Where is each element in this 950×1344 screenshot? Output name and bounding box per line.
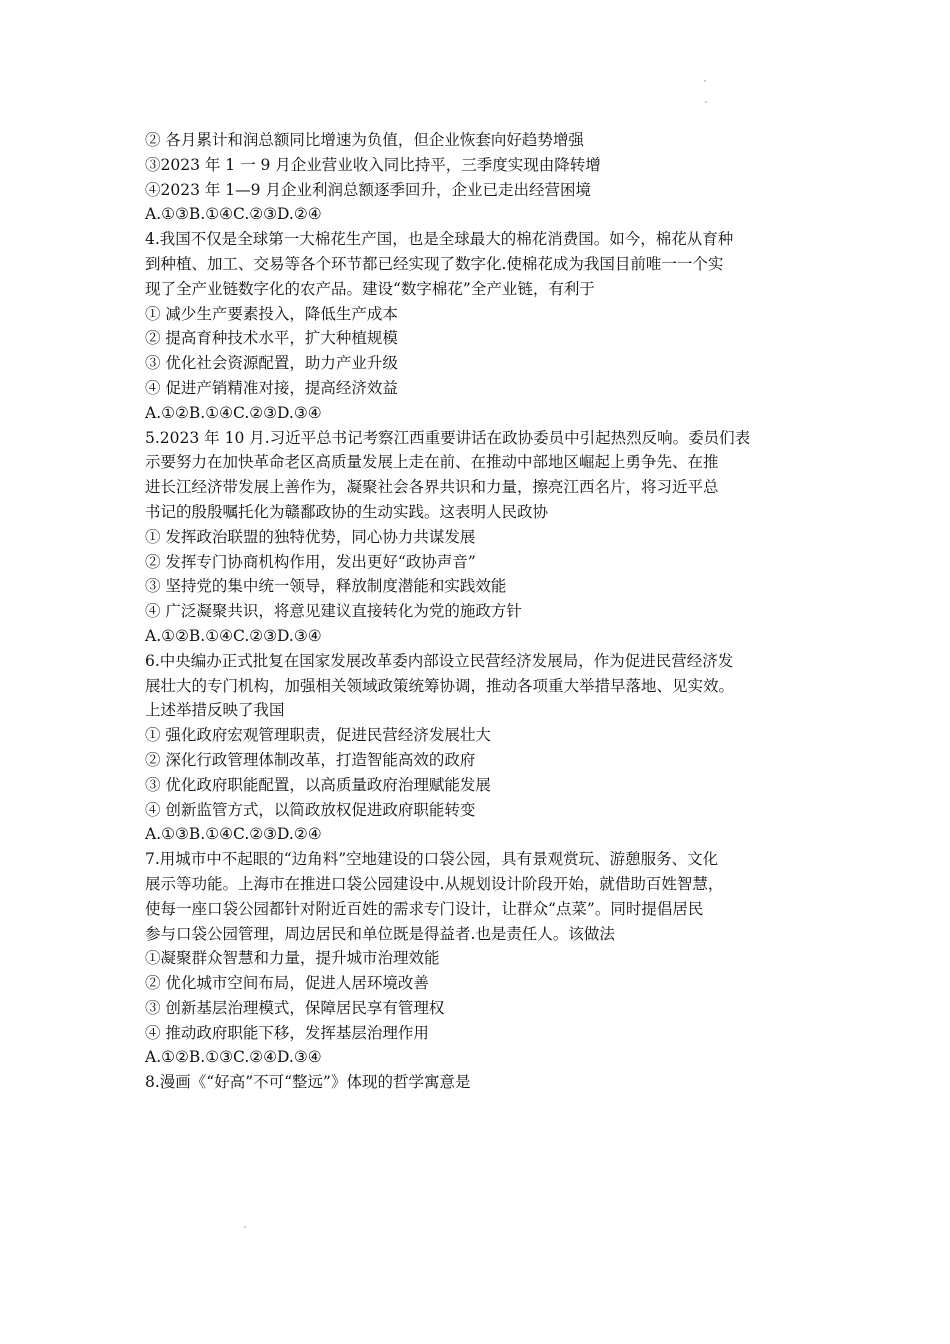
option-line: ③ 优化政府职能配置，以高质量政府治理赋能发展: [145, 775, 491, 794]
answer-choices: A.①③B.①④C.②③D.②④: [145, 825, 322, 844]
answer-choices: A.①②B.①④C.②③D.③④: [145, 403, 322, 422]
question-5: [145, 426, 825, 649]
question-stem-line: 上述举措反映了我国: [145, 701, 285, 720]
question-stem-line: 书记的殷殷嘱托化为赣鄱政协的生动实践。这表明人民政协: [145, 502, 549, 521]
question-3-continuation: [145, 128, 825, 227]
question-stem-line: 参与口袋公园管理，周边居民和单位既是得益者.也是责任人。该做法: [145, 924, 615, 943]
question-stem-line: 展壮大的专门机构，加强相关领域政策统筹协调，推动各项重大举措早落地、见实效。: [145, 676, 735, 695]
scan-speck: [244, 1226, 246, 1228]
question-stem-line: 现了全产业链数字化的农产品。建设“数字棉花”全产业链，有利于: [145, 279, 595, 298]
option-line: ④ 推动政府职能下移，发挥基层治理作用: [145, 1023, 429, 1042]
question-8: [145, 1070, 825, 1095]
question-4: [145, 227, 825, 425]
question-stem-line: 示要努力在加快革命老区高质量发展上走在前、在推动中部地区崛起上勇争先、在推: [145, 453, 719, 472]
question-stem-line: 4.我国不仅是全球第一大棉花生产国，也是全球最大的棉花消费国。如今，棉花从育种: [145, 230, 734, 249]
option-line: ④ 广泛凝聚共识，将意见建议直接转化为党的施政方针: [145, 602, 522, 621]
question-6: [145, 649, 825, 847]
option-line: ② 提高育种技术水平，扩大种植规模: [145, 329, 398, 348]
question-stem-line: 8.漫画《“好高”不可“整远”》体现的哲学寓意是: [145, 1073, 471, 1092]
question-stem-line: 7.用城市中不起眼的“边角料”空地建设的口袋公园，具有景观赏玩、游憩服务、文化: [145, 850, 719, 869]
option-line: ① 减少生产要素投入，降低生产成本: [145, 304, 398, 323]
option-line: ③ 优化社会资源配置，助力产业升级: [145, 354, 398, 373]
question-stem-line: 展示等功能。上海市在推进口袋公园建设中.从规划设计阶段开始，就借助百姓智慧，: [145, 874, 724, 893]
scan-speck: [705, 101, 707, 103]
option-line: ③ 创新基层治理模式，保障居民享有管理权: [145, 998, 445, 1017]
question-7: [145, 847, 825, 1070]
question-stem-line: 到种植、加工、交易等各个环节都已经实现了数字化.使棉花成为我国目前唯一一个实: [145, 254, 724, 273]
option-line: ① 强化政府宏观管理职责，促进民营经济发展壮大: [145, 726, 491, 745]
question-stem-line: 使每一座口袋公园都针对附近百姓的需求专门设计，让群众“点菜”。同时提倡居民: [145, 899, 704, 918]
option-line: ①凝聚群众智慧和力量，提升城市治理效能: [145, 949, 440, 968]
answer-choices: A.①②B.①④C.②③D.③④: [145, 626, 322, 645]
option-line: ④ 促进产销精准对接，提高经济效益: [145, 378, 398, 397]
scan-speck: [704, 80, 706, 82]
option-line: ③2023 年 1 一 9 月企业营业收入同比持平，三季度实现由降转增: [145, 155, 601, 174]
option-line: ④ 创新监管方式，以简政放权促进政府职能转变: [145, 800, 476, 819]
option-line: ② 发挥专门协商机构作用，发出更好“政协声音”: [145, 552, 476, 571]
answer-choices: A.①③B.①④C.②③D.②④: [145, 205, 322, 224]
question-stem-line: 6.中央编办正式批复在国家发展改革委内部设立民营经济发展局，作为促进民营经济发: [145, 651, 734, 670]
option-line: ② 各月累计和润总额同比增速为负值，但企业恢套向好趋势增强: [145, 131, 584, 149]
option-line: ④2023 年 1—9 月企业利润总额逐季回升，企业已走出经营困境: [145, 180, 591, 199]
answer-choices: A.①②B.①③C.②④D.③④: [145, 1048, 322, 1067]
option-line: ② 深化行政管理体制改革，打造智能高效的政府: [145, 750, 476, 769]
option-line: ③ 坚持党的集中统一领导，释放制度潜能和实践效能: [145, 577, 507, 596]
question-stem-line: 5.2023 年 10 月.习近平总书记考察江西重要讲话在政协委员中引起热烈反响。委员们表: [145, 428, 751, 447]
option-line: ① 发挥政治联盟的独特优势，同心协力共谋发展: [145, 527, 476, 546]
option-line: ② 优化城市空间布局，促进人居环境改善: [145, 974, 429, 993]
exam-page: [145, 128, 825, 1095]
question-stem-line: 进长江经济带发展上善作为，凝聚社会各界共识和力量，擦亮江西名片，将习近平总: [145, 478, 719, 497]
